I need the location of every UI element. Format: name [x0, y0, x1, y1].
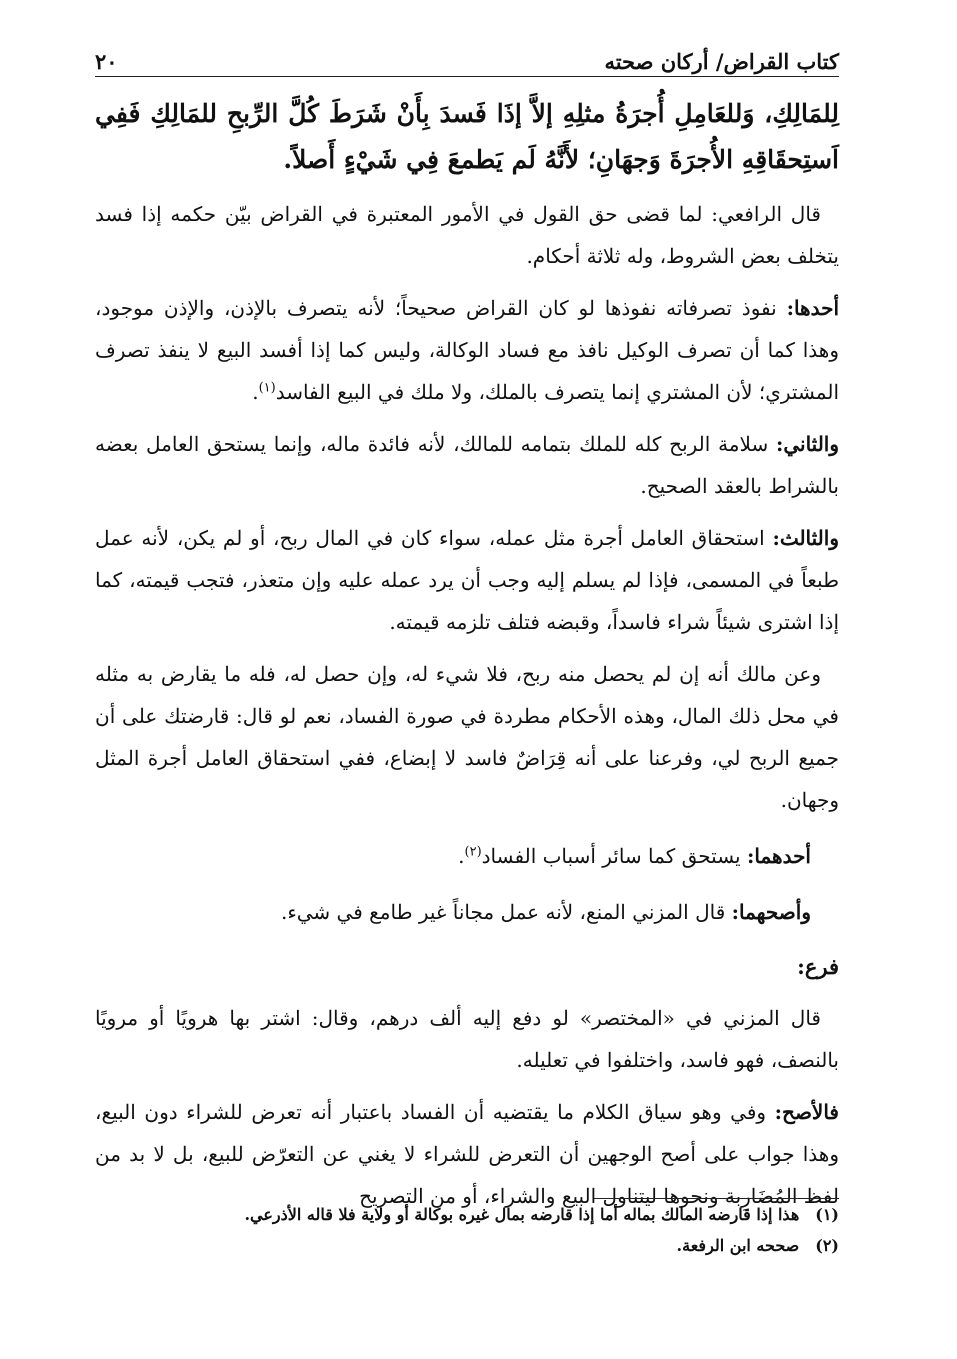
paragraph-muzani: قال المزني في «المختصر» لو دفع إليه ألف درهم، وقال: اشتر بها هرويًا أو مرويًا بالنصف، فهو فاسد، واختلفوا في تعليله. [95, 1006, 839, 1072]
footnote-ref-2[interactable]: (٢) [464, 844, 482, 860]
lead-word: أحدها: [786, 296, 840, 320]
footnote-2 [95, 1230, 839, 1261]
paragraph-rafii: قال الرافعي: لما قضى حق القول في الأمور المعتبرة في القراض بيّن حكمه إذا فسد يتخلف بعض الشروط، وله ثلاثة أحكام. [95, 202, 839, 268]
lead-word: أحدهما: [746, 844, 811, 868]
paragraph-text: وفي وهو سياق الكلام ما يقتضيه أن الفساد باعتبار أنه تعرض للشراء دون البيع، وهذا جواب على أصح الوجهين أن التعرض للشراء لا يغني عن التعرّض للبيع، بل لا بد من لفظ المُضَارِبة ونحوها ليتناول البيع والشراء، أو من التصريح [95, 1100, 839, 1208]
footnote-number: (٢) [815, 1236, 839, 1255]
paragraph-soundest-view [95, 891, 839, 933]
paragraph-malik: وعن مالك أنه إن لم يحصل منه ربح، فلا شيء له، وإن حصل له، فله ما يقارض به مثله في محل ذلك المال، وهذه الأحكام مطردة في صورة الفساد، نعم لو قال: قارضتك على أن جميع الربح لي، وفرعنا على أنه قِرَاضٌ فاسد لا إبضاع، ففي استحقاق العامل أجرة المثل وجهان. [95, 662, 839, 812]
paragraph-text: استحقاق العامل أجرة مثل عمله، سواء كان في المال ربح، أو لم يكن، لأنه عمل طبعاً في المسمى، فإذا لم يسلم إليه وجب أن يرد عمله عليه وإن متعذر، فتجب قيمته، كما إذا اشترى شيئاً شراء فاسداً، وقبضه فتلف تلزمه قيمته. [95, 526, 839, 634]
paragraph-first-ruling [95, 287, 839, 413]
page-body [95, 36, 839, 1359]
paragraph-text: نفوذ تصرفاته نفوذها لو كان القراض صحيحاً؛ لأنه يتصرف بالإذن، والإذن موجود، وهذا كما أن تصرف الوكيل نافذ مع فساد الوكالة، وليس كما إذا أفسد البيع لا ينفذ تصرف المشتري؛ لأن المشتري إنما يتصرف بالملك، ولا ملك في البيع الفاسد [95, 296, 839, 404]
paragraph-third-ruling [95, 517, 839, 643]
running-header [95, 36, 839, 77]
lead-word: فالأصح: [774, 1100, 839, 1124]
paragraph-text: يستحق كما سائر أسباب الفساد [481, 844, 741, 868]
footnote-ref-1[interactable]: (١) [258, 380, 276, 396]
footnote-text: هذا إذا قارضه المالك بماله أما إذا قارضه بمال غيره بوكالة أو ولاية فلا قاله الأذرعي. [244, 1205, 800, 1224]
paragraph-second-ruling [95, 423, 839, 507]
footnote-number: (١) [815, 1205, 839, 1224]
lead-word: وأصحهما: [731, 900, 811, 924]
lead-word: والثالث: [772, 526, 839, 550]
sentence-end: . [252, 380, 259, 404]
footnote-text: صححه ابن الرفعة. [676, 1236, 800, 1255]
matn-text: لِلمَالِكِ، وَللعَامِلِ أُجرَةُ مثلِهِ إلاَّ إذَا فَسدَ بِأَنْ شَرَطَ كُلَّ الرِّبحِ للمَالِكِ فَفِي اَستِحقَاقِهِ الأُجرَةَ وَجهَانِ؛ لأَنَّهُ لَم يَطمعَ فِي شَيْءٍ أَصلاً. [95, 99, 839, 174]
paragraph-text: سلامة الربح كله للملك بتمامه للمالك، لأنه فائدة ماله، وإنما يستحق العامل بعضه بالشراط بالعقد الصحيح. [95, 432, 839, 498]
sentence-end: . [458, 844, 465, 868]
paragraph-first-view [95, 835, 839, 877]
footnotes [95, 1198, 839, 1261]
lead-word: والثاني: [775, 432, 840, 456]
footnote-1 [95, 1199, 839, 1230]
paragraph-text: قال المزني المنع، لأنه عمل مجاناً غير طامع في شيء. [280, 900, 726, 924]
page-number: ٢٠ [95, 49, 118, 74]
section-heading-far: فرع: [797, 954, 839, 979]
running-title: كتاب القراض/ أركان صحته [604, 49, 839, 74]
